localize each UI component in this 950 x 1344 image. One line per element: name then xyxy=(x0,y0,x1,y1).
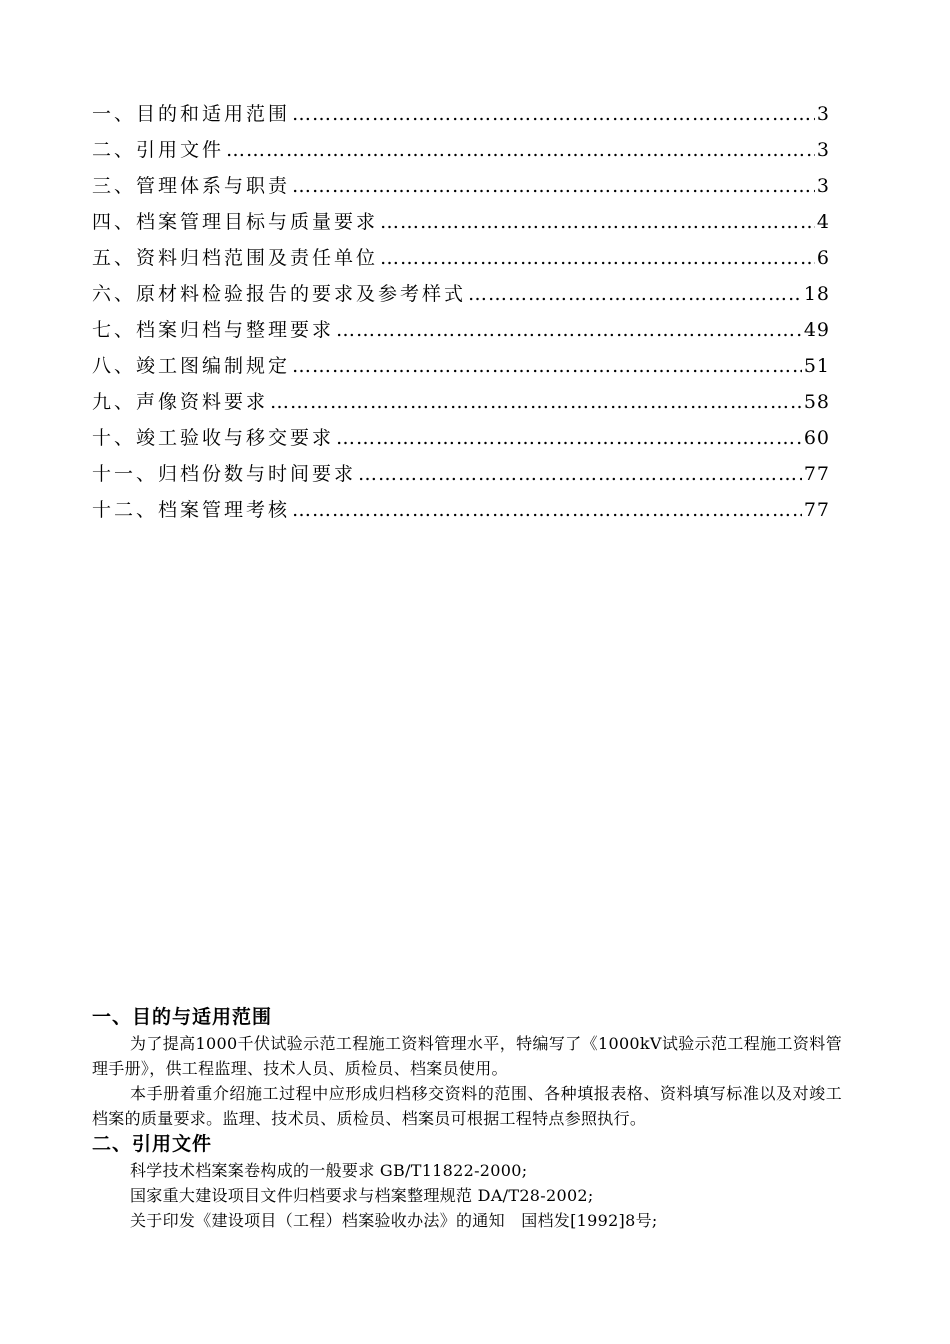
toc-entry-title: 五、资料归档范围及责任单位 xyxy=(92,247,379,269)
toc-entry-page: 3 xyxy=(816,139,830,161)
paragraph: 为了提高1000千伏试验示范工程施工资料管理水平，特编写了《1000kV试验示范工程施工资料管理手册》，供工程监理、技术人员、质检员、档案员使用。 xyxy=(92,1034,842,1078)
toc-entry-title: 十、竣工验收与移交要求 xyxy=(92,427,335,449)
toc-dot-leader xyxy=(336,312,802,348)
toc-entry-title: 七、档案归档与整理要求 xyxy=(92,319,335,341)
toc-entry[interactable] xyxy=(92,276,830,312)
toc-dot-leader xyxy=(292,492,802,528)
toc-dot-leader xyxy=(336,420,802,456)
reference-item: 国家重大建设项目文件归档要求与档案整理规范 DA/T28-2002; xyxy=(130,1186,594,1205)
toc-entry-page: 51 xyxy=(803,355,830,377)
toc-entry[interactable] xyxy=(92,420,830,456)
toc-entry-title: 九、声像资料要求 xyxy=(92,391,269,413)
toc-entry-title: 一、目的和适用范围 xyxy=(92,103,291,125)
toc-dot-leader xyxy=(380,240,815,276)
toc-entry-title: 十二、档案管理考核 xyxy=(92,499,291,521)
toc-entry-title: 十一、归档份数与时间要求 xyxy=(92,463,357,485)
toc-entry[interactable] xyxy=(92,204,830,240)
toc-entry-title: 二、引用文件 xyxy=(92,139,225,161)
toc-entry-title: 四、档案管理目标与质量要求 xyxy=(92,211,379,233)
toc-entry[interactable] xyxy=(92,456,830,492)
toc-entry[interactable] xyxy=(92,384,830,420)
toc-entry-page: 77 xyxy=(803,463,830,485)
toc-entry-page: 6 xyxy=(816,247,830,269)
toc-entry-page: 60 xyxy=(803,427,830,449)
toc-entry[interactable] xyxy=(92,348,830,384)
paragraph: 本手册着重介绍施工过程中应形成归档移交资料的范围、各种填报表格、资料填写标准以及对竣工档案的质量要求。监理、技术员、质检员、档案员可根据工程特点参照执行。 xyxy=(92,1084,842,1128)
reference-item: 科学技术档案案卷构成的一般要求 GB/T11822-2000; xyxy=(130,1161,528,1180)
toc-entry[interactable] xyxy=(92,240,830,276)
toc-dot-leader xyxy=(468,276,802,312)
toc-entry-title: 六、原材料检验报告的要求及参考样式 xyxy=(92,283,467,305)
toc-dot-leader xyxy=(226,132,815,168)
toc-entry-page: 3 xyxy=(816,175,830,197)
toc-entry-title: 八、竣工图编制规定 xyxy=(92,355,291,377)
toc-entry-page: 18 xyxy=(803,283,830,305)
toc-entry-page: 3 xyxy=(816,103,830,125)
section-heading-purpose: 一、目的与适用范围 xyxy=(92,1006,273,1028)
toc-dot-leader xyxy=(292,96,815,132)
toc-entry[interactable] xyxy=(92,492,830,528)
toc-entry-page: 49 xyxy=(803,319,830,341)
toc-entry[interactable] xyxy=(92,96,830,132)
toc-dot-leader xyxy=(292,348,802,384)
toc-entry-page: 4 xyxy=(816,211,830,233)
toc-entry[interactable] xyxy=(92,312,830,348)
toc-entry-title: 三、管理体系与职责 xyxy=(92,175,291,197)
reference-item: 关于印发《建设项目（工程）档案验收办法》的通知 国档发[1992]8号; xyxy=(130,1211,658,1230)
table-of-contents xyxy=(92,96,830,528)
toc-dot-leader xyxy=(380,204,815,240)
toc-entry[interactable] xyxy=(92,132,830,168)
toc-entry-page: 58 xyxy=(803,391,830,413)
section-heading-references: 二、引用文件 xyxy=(92,1133,213,1155)
toc-entry[interactable] xyxy=(92,168,830,204)
toc-dot-leader xyxy=(292,168,815,204)
toc-entry-page: 77 xyxy=(803,499,830,521)
toc-dot-leader xyxy=(358,456,802,492)
document-body xyxy=(92,1004,842,1233)
toc-dot-leader xyxy=(270,384,802,420)
